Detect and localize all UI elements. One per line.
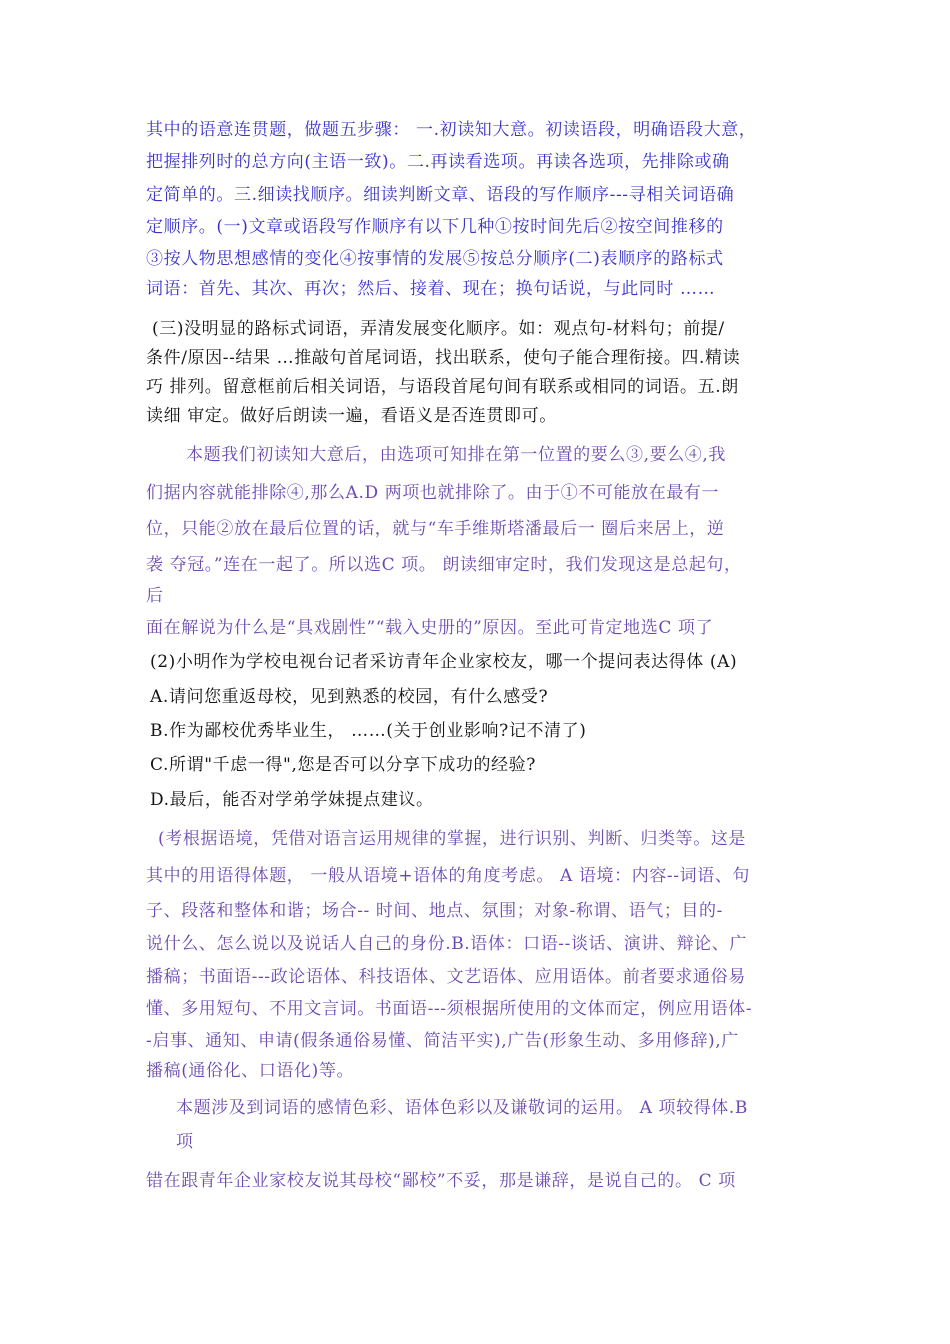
text-line: 其中的语意连贯题，做题五步骤： 一.初读知大意。初读语段，明确语段大意， [146,120,757,140]
text-line: 其中的用语得体题， 一般从语境+语体的角度考虑。 A 语境：内容--词语、句 [146,866,751,886]
option-b: B.作为鄙校优秀毕业生， ……(关于创业影响?记不清了) [150,721,587,741]
question-stem: (2)小明作为学校电视台记者采访青年企业家校友，哪一个提问表达得体 (A) [150,652,738,672]
text-line: 定顺序。(一)文章或语段写作顺序有以下几种①按时间先后②按空间推移的 [146,217,724,237]
text-line: 定简单的。三.细读找顺序。细读判断文章、语段的写作顺序---寻相关词语确 [146,185,735,205]
text-line: (三)没明显的路标式词语，弄清发展变化顺序。如：观点句-材料句；前提/ [152,319,725,339]
text-line: -启事、通知、申请(假条通俗易懂、简洁平实),广告(形象生动、多用修辞),广 [146,1031,739,1051]
text-line: 条件/原因--结果 …推敲句首尾词语，找出联系，使句子能合理衔接。四.精读 [146,348,741,368]
option-a: A.请问您重返母校，见到熟悉的校园，有什么感受? [150,687,549,707]
text-line: 把握排列时的总方向(主语一致)。二.再读看选项。再读各选项，先排除或确 [146,152,730,172]
text-line: 错在跟青年企业家校友说其母校“鄙校”不妥，那是谦辞，是说自己的。 C 项 [146,1171,736,1191]
text-line: 读细 审定。做好后朗读一遍，看语义是否连贯即可。 [146,406,557,426]
text-line: 播稿(通俗化、口语化)等。 [146,1061,355,1081]
option-d: D.最后，能否对学弟学妹提点建议。 [150,790,434,810]
text-line: 巧 排列。留意框前后相关词语，与语段首尾句间有联系或相同的词语。五.朗 [146,377,739,397]
text-line: 说什么、怎么说以及说话人自己的身份.B.语体：口语--谈话、演讲、辩论、广 [146,934,747,954]
text-line: 子、段落和整体和谐；场合-- 时间、地点、氛围；对象-称谓、语气；目的- [146,901,723,921]
text-line: 袭 夺冠。”连在一起了。所以选C 项。 朗读细审定时，我们发现这是总起句， [146,555,742,575]
text-line: 位，只能②放在最后位置的话，就与“车手维斯塔潘最后一 圈后来居上，逆 [146,519,725,539]
text-line: 本题我们初读知大意后，由选项可知排在第一位置的要么③,要么④,我 [186,445,727,465]
text-line: 后 [146,586,164,606]
text-line: 项 [176,1132,194,1152]
text-line: 面在解说为什么是“具戏剧性”“载入史册的”原因。至此可肯定地选C 项了 [146,618,714,638]
text-line: ③按人物思想感情的变化④按事情的发展⑤按总分顺序(二)表顺序的路标式 [146,249,724,269]
text-line: (考根据语境，凭借对语言运用规律的掌握，进行识别、判断、归类等。这是 [158,829,747,849]
text-line: 播稿；书面语---政论语体、科技语体、文艺语体、应用语体。前者要求通俗易 [146,967,746,987]
text-line: 懂、多用短句、不用文言词。书面语---须根据所使用的文体而定，例应用语体- [146,999,753,1019]
option-c: C.所谓"千虑一得",您是否可以分享下成功的经验? [150,755,536,775]
text-line: 本题涉及到词语的感情色彩、语体色彩以及谦敬词的运用。 A 项较得体.B [176,1098,748,1118]
text-line: 们据内容就能排除④,那么A.D 两项也就排除了。由于①不可能放在最有一 [146,483,720,503]
text-line: 词语：首先、其次、再次；然后、接着、现在；换句话说，与此同时 …… [146,279,716,299]
